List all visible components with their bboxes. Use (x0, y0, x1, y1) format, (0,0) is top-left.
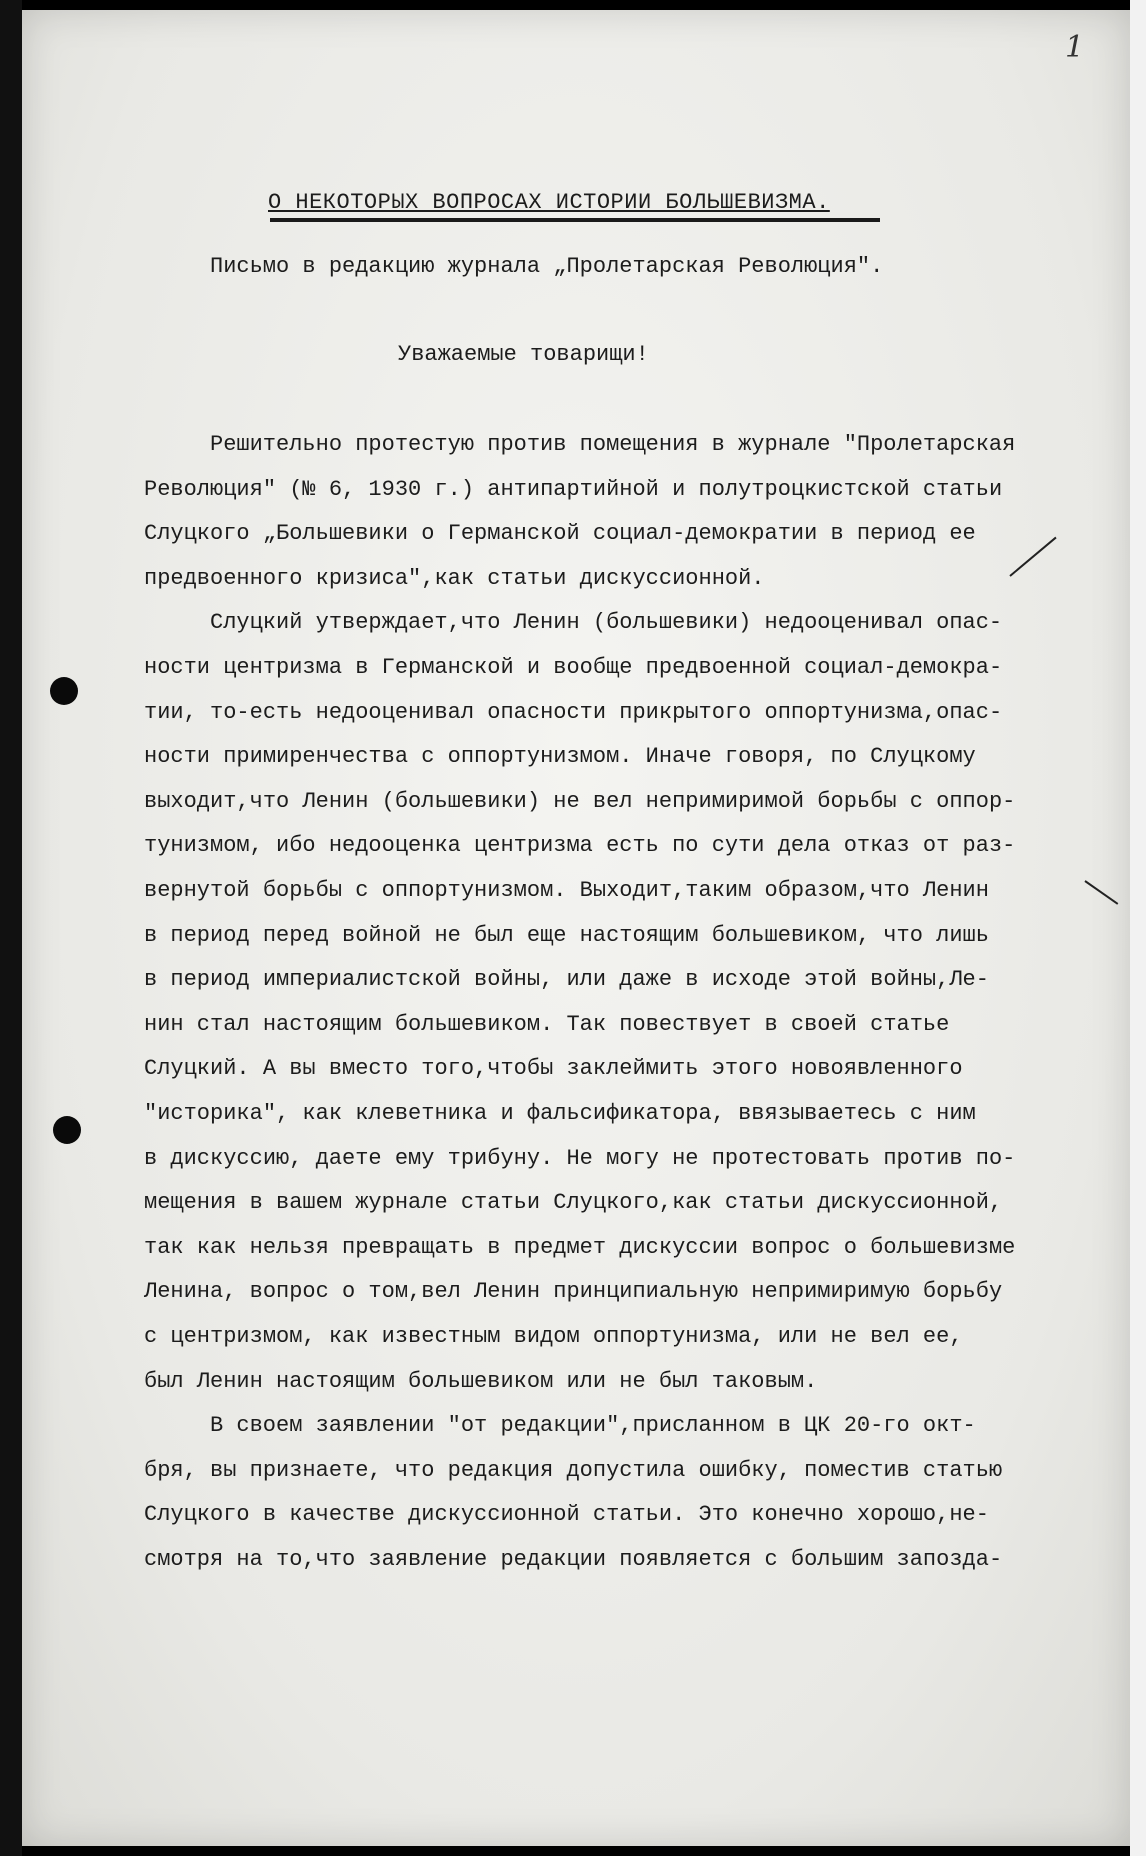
salutation: Уважаемые товарищи! (398, 342, 649, 367)
title-underline-rule (270, 218, 880, 222)
body-text-line: выходит,что Ленин (большевики) не вел непримиримой борьбы с оппор- (144, 788, 1016, 814)
body-text-line: Слуцкий утверждает,что Ленин (большевики) недооценивал опас- (210, 610, 1003, 636)
scan-right-border (1130, 0, 1146, 1856)
body-text-line: в период империалистской войны, или даже в исходе этой войны,Ле- (144, 967, 989, 993)
body-text-line: в период перед войной не был еще настоящим большевиком, что лишь (144, 922, 989, 948)
body-text-line: бря, вы признаете, что редакция допустила ошибку, поместив статью (144, 1457, 1003, 1483)
body-text-line: тунизмом, ибо недооценка центризма есть по сути дела отказ от раз- (144, 833, 1016, 859)
document-title: О НЕКОТОРЫХ ВОПРОСАХ ИСТОРИИ БОЛЬШЕВИЗМА. (268, 190, 830, 215)
body-text-line: тии, то-есть недооценивал опасности прикрытого оппортунизма,опас- (144, 699, 1003, 725)
punch-hole-upper (50, 677, 78, 705)
body-text-line: Ленина, вопрос о том,вел Ленин принципиальную непримиримую борьбу (144, 1279, 1003, 1305)
punch-hole-lower (53, 1116, 81, 1144)
body-text-line: Слуцкого „Большевики о Германской социал-демократии в период ее (144, 521, 976, 547)
body-text-line: Решительно протестую против помещения в журнале "Пролетарская (210, 432, 1016, 457)
body-text-line: вернутой борьбы с оппортунизмом. Выходит,таким образом,что Ленин (144, 878, 989, 903)
body-text-line: с центризмом, как известным видом оппортунизма, или не вел ее, (144, 1324, 963, 1349)
body-text-line: нин стал настоящим большевиком. Так повествует в своей статье (144, 1011, 950, 1037)
body-text-line: В своем заявлении "от редакции",присланном в ЦК 20-го окт- (210, 1413, 976, 1439)
scan-left-border (0, 0, 22, 1856)
body-text-line: Революция" (№ 6, 1930 г.) антипартийной и полутроцкистской статьи (144, 476, 1003, 502)
page-number: 1 (1065, 30, 1085, 65)
body-text-line: так как нельзя превращать в предмет дискуссии вопрос о большевизме (144, 1234, 1016, 1260)
body-text-line: в дискуссию, даете ему трибуну. Не могу не протестовать против по- (144, 1145, 1016, 1171)
body-text-line: смотря на то,что заявление редакции появляется с большим запозда- (144, 1547, 1003, 1572)
body-text-line: Слуцкий. А вы вместо того,чтобы заклеймить этого новоявленного (144, 1056, 963, 1082)
body-text-line: предвоенного кризиса",как статьи дискуссионной. (144, 565, 765, 591)
body-text-line: "историка", как клеветника и фальсификатора, ввязываетесь с ним (144, 1101, 976, 1126)
body-text-line: ности центризма в Германской и вообще предвоенной социал-демокра- (144, 655, 1003, 680)
body-text-line: Слуцкого в качестве дискуссионной статьи. Это конечно хорошо,не- (144, 1502, 989, 1528)
document-subtitle: Письмо в редакцию журнала „Пролетарская Революция". (210, 254, 884, 279)
body-text-line: ности примиренчества с оппортунизмом. Иначе говоря, по Слуцкому (144, 744, 976, 770)
body-text-line: мещения в вашем журнале статьи Слуцкого,как статьи дискуссионной, (144, 1190, 1003, 1216)
body-text-line: был Ленин настоящим большевиком или не был таковым. (144, 1368, 818, 1394)
